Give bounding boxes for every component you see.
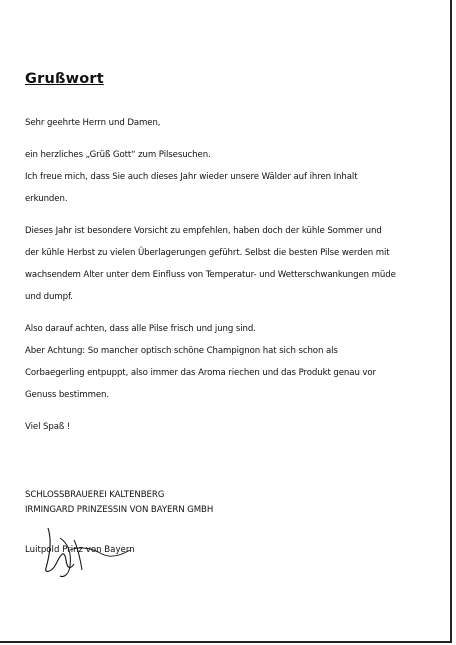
salutation: Sehr geehrte Herrn und Damen, [25, 118, 161, 128]
warning-line-1: Dieses Jahr ist besondere Vorsicht zu empfehlen, haben doch der kühle Sommer und [25, 226, 382, 236]
closing: Viel Spaß ! [25, 422, 71, 432]
advice-line-4: Genuss bestimmen. [25, 390, 110, 400]
intro-line-1: ein herzliches „Grüß Gott“ zum Pilsesuchen. [25, 150, 211, 160]
intro-line-2: Ich freue mich, dass Sie auch dieses Jahr wieder unsere Wälder auf ihren Inhalt [25, 172, 358, 182]
signer-name: Luitpold Prinz von Bayern [25, 545, 135, 555]
warning-line-4: und dumpf. [25, 292, 73, 302]
intro-line-3: erkunden. [25, 194, 68, 204]
company-line-2: IRMINGARD PRINZESSIN VON BAYERN GMBH [25, 505, 214, 515]
warning-line-2: der kühle Herbst zu vielen Überlagerungen geführt. Selbst die besten Pilse werden mit [25, 248, 390, 258]
advice-line-2: Aber Achtung: So mancher optisch schöne Champignon hat sich schon als [25, 346, 338, 356]
advice-line-1: Also darauf achten, dass alle Pilse frisch und jung sind. [25, 324, 256, 334]
company-line-1: SCHLOSSBRAUEREI KALTENBERG [25, 490, 165, 500]
advice-line-3: Corbaegerling entpuppt, also immer das Aroma riechen und das Produkt genau vor [25, 368, 376, 378]
company-block [25, 488, 213, 518]
letter-title: Grußwort [25, 71, 104, 87]
letter-body [25, 70, 433, 438]
warning-line-3: wachsendem Alter unter dem Einfluss von Temperatur- und Wetterschwankungen müde [25, 270, 396, 280]
